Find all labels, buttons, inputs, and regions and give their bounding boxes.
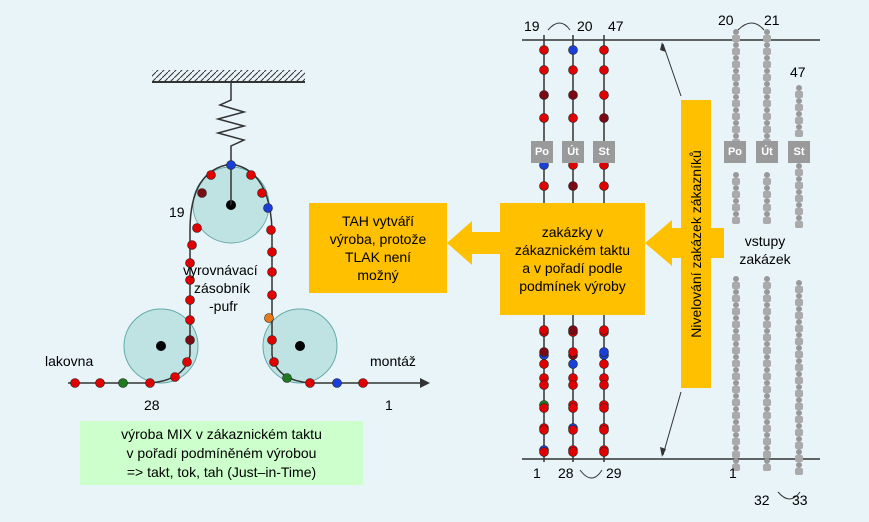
customer-icon	[763, 276, 771, 289]
order-dot	[540, 326, 549, 335]
leveling-text: Nivelování zakázek zákazníků	[688, 150, 705, 338]
customer-icon	[732, 42, 740, 55]
wheel-hub	[295, 341, 305, 351]
customer-icon	[763, 380, 771, 393]
customer-icon	[763, 185, 771, 198]
customer-icon	[795, 163, 803, 176]
customer-icon	[732, 315, 740, 328]
customer-icon	[763, 55, 771, 68]
customer-icon	[795, 358, 803, 371]
queue-top-47: 47	[790, 64, 806, 80]
customer-icon	[732, 419, 740, 432]
customer-icon	[795, 384, 803, 397]
customer-icon	[763, 315, 771, 328]
customer-icon	[763, 354, 771, 367]
order-dot	[540, 381, 549, 390]
order-dot	[540, 66, 549, 75]
customer-icon	[795, 202, 803, 215]
line-end-arrow	[420, 378, 430, 388]
order-dot	[600, 348, 609, 357]
belt-dot	[186, 316, 195, 325]
customer-icon	[795, 98, 803, 111]
position-28-label: 28	[144, 397, 160, 413]
customer-icon	[795, 371, 803, 384]
buffer-label-3: -pufr	[209, 298, 238, 314]
order-dot	[540, 360, 549, 369]
order-dot	[569, 404, 578, 413]
position-1-label: 1	[385, 397, 393, 413]
customer-icon	[763, 107, 771, 120]
belt-dot	[268, 248, 277, 257]
pull-explanation-box	[309, 203, 447, 293]
queue-bottom-32: 32	[754, 492, 770, 508]
customer-icon	[732, 185, 740, 198]
customer-icon	[795, 111, 803, 124]
order-dot	[540, 182, 549, 191]
order-dot	[600, 404, 609, 413]
order-dot	[569, 91, 578, 100]
order-dot	[569, 360, 578, 369]
customer-icon	[732, 276, 740, 289]
customer-icon	[795, 306, 803, 319]
customer-icon	[795, 436, 803, 449]
column-bottom-1: 1	[533, 465, 541, 481]
order-dot	[600, 182, 609, 191]
belt-dot	[265, 314, 274, 323]
order-dot	[569, 66, 578, 75]
column-top-47: 47	[608, 18, 624, 34]
customer-icon	[763, 393, 771, 406]
queue-day-box-ut: Út	[756, 141, 778, 163]
paint-shop-label: lakovna	[45, 353, 94, 369]
order-dot	[569, 114, 578, 123]
customer-icon	[732, 172, 740, 185]
belt-dot	[71, 379, 80, 388]
customer-icon	[732, 68, 740, 81]
customer-icon	[763, 289, 771, 302]
belt-dot	[268, 291, 277, 300]
buffer-label-1: vyrovnávací	[183, 262, 258, 278]
customer-icon	[795, 462, 803, 475]
customer-icon	[795, 280, 803, 293]
ceiling-hatch	[152, 70, 305, 82]
order-dot	[569, 348, 578, 357]
day-box-st: St	[593, 141, 615, 163]
customer-icon	[732, 354, 740, 367]
queue-day-box-st: St	[788, 141, 810, 163]
order-dot	[540, 91, 549, 100]
order-dot	[569, 326, 578, 335]
order-input-text: vstupy zakázek	[739, 233, 791, 267]
customer-icon	[763, 341, 771, 354]
order-dot	[540, 448, 549, 457]
belt-dot	[186, 336, 195, 345]
assembly-label: montáž	[370, 353, 416, 369]
note-line-2: v pořadí podmíněném výrobou	[126, 444, 317, 461]
customer-icon	[763, 419, 771, 432]
customer-icon	[795, 293, 803, 306]
customer-icon	[732, 289, 740, 302]
customer-icon	[763, 68, 771, 81]
customer-icon	[795, 215, 803, 228]
customer-icon	[795, 189, 803, 202]
belt-dot	[333, 379, 342, 388]
buffer-label-2: zásobník	[194, 280, 251, 296]
customer-icon	[763, 445, 771, 458]
customer-icon	[763, 458, 771, 471]
customer-icon	[795, 397, 803, 410]
customer-icon	[795, 423, 803, 436]
order-dot	[540, 348, 549, 357]
wheel-number-19: 19	[169, 204, 185, 220]
order-dot	[600, 326, 609, 335]
customer-icon	[732, 380, 740, 393]
belt-dot	[247, 171, 256, 180]
pull-explanation-text: TAH vytváří výroba, protože TLAK není možný	[329, 213, 427, 283]
customer-icon	[795, 410, 803, 423]
order-dot	[600, 448, 609, 457]
queue-top-20: 20	[718, 12, 734, 28]
column-bottom-29: 29	[606, 465, 622, 481]
customer-icon	[732, 432, 740, 445]
order-dot	[569, 182, 578, 191]
customer-icon	[732, 55, 740, 68]
order-dot	[569, 426, 578, 435]
customer-icon	[732, 406, 740, 419]
customer-icon	[732, 94, 740, 107]
customer-icon	[763, 172, 771, 185]
day-box-po: Po	[531, 141, 553, 163]
note-line-1: výroba MIX v zákaznickém taktu	[121, 425, 322, 442]
customer-icon	[763, 81, 771, 94]
order-dot	[540, 404, 549, 413]
customer-icon	[732, 393, 740, 406]
order-dot	[600, 46, 609, 55]
customer-icon	[795, 124, 803, 137]
belt-dot	[96, 379, 105, 388]
customer-icon	[732, 302, 740, 315]
order-dot	[569, 381, 578, 390]
customer-icon	[732, 198, 740, 211]
spring	[218, 82, 244, 162]
belt-dot	[119, 379, 128, 388]
order-dot	[600, 381, 609, 390]
customer-icon	[795, 345, 803, 358]
queue-top-arc	[738, 23, 764, 30]
customer-icon	[763, 367, 771, 380]
order-dot	[600, 114, 609, 123]
order-dot	[600, 91, 609, 100]
belt-dot	[270, 358, 279, 367]
customer-icon	[795, 85, 803, 98]
order-dot	[540, 46, 549, 55]
orders-sequence-text: zakázky v zákaznickém taktu a v pořadí podle podmínek výroby	[514, 224, 631, 294]
belt-dot	[186, 296, 195, 305]
customer-icon	[732, 445, 740, 458]
belt-dot	[193, 224, 202, 233]
belt-dot	[306, 379, 315, 388]
belt-dot	[359, 379, 368, 388]
order-dot	[600, 426, 609, 435]
queue-bottom-33: 33	[792, 492, 808, 508]
belt-dot	[268, 336, 277, 345]
column-bottom-28: 28	[558, 465, 574, 481]
customer-icon	[763, 42, 771, 55]
column-top-20: 20	[577, 18, 593, 34]
customer-icon	[795, 319, 803, 332]
note-line-3: => takt, tok, tah (Just–in-Time)	[126, 463, 317, 480]
mix-production-note	[80, 421, 363, 485]
customer-icon	[732, 367, 740, 380]
customer-icon	[732, 120, 740, 133]
order-dot	[569, 46, 578, 55]
customer-icon	[763, 432, 771, 445]
belt-dot	[264, 204, 273, 213]
customer-icon	[763, 198, 771, 211]
customer-icon	[763, 328, 771, 341]
wheel-hub	[156, 341, 166, 351]
customer-icon	[795, 449, 803, 462]
customer-icon	[795, 332, 803, 345]
day-box-ut: Út	[562, 141, 584, 163]
queue-bottom-1: 1	[729, 465, 737, 481]
order-dot	[569, 448, 578, 457]
leveling-band	[681, 100, 711, 388]
orders-to-pull-arrow	[447, 221, 500, 265]
belt-dot	[198, 189, 207, 198]
belt-dot	[283, 374, 292, 383]
customer-icon	[795, 176, 803, 189]
customer-icon	[732, 341, 740, 354]
order-dot	[540, 426, 549, 435]
queue-day-box-po: Po	[724, 141, 746, 163]
customer-icon	[732, 81, 740, 94]
column-top-19: 19	[524, 18, 540, 34]
top-connector-arc	[548, 23, 570, 30]
order-input-box	[724, 228, 806, 272]
belt-dot	[171, 373, 180, 382]
orders-sequence-box	[500, 203, 645, 315]
customer-icon	[763, 406, 771, 419]
customer-icon	[732, 107, 740, 120]
order-dot	[600, 360, 609, 369]
order-dot	[540, 114, 549, 123]
belt-dot	[207, 171, 216, 180]
customer-icon	[732, 29, 740, 42]
customer-icon	[763, 302, 771, 315]
bottom-connector-arc	[580, 470, 602, 478]
customer-icon	[763, 120, 771, 133]
queue-top-21: 21	[764, 12, 780, 28]
customer-icon	[763, 211, 771, 224]
customer-icon	[732, 328, 740, 341]
belt-dot	[258, 189, 267, 198]
customer-icon	[732, 211, 740, 224]
belt-dot	[227, 161, 236, 170]
customer-icon	[763, 94, 771, 107]
belt-dot	[183, 358, 192, 367]
belt-dot	[267, 226, 276, 235]
belt-dot	[146, 379, 155, 388]
belt-dot	[188, 241, 197, 250]
belt-dot	[268, 268, 277, 277]
customer-icon	[763, 29, 771, 42]
order-dot	[600, 66, 609, 75]
